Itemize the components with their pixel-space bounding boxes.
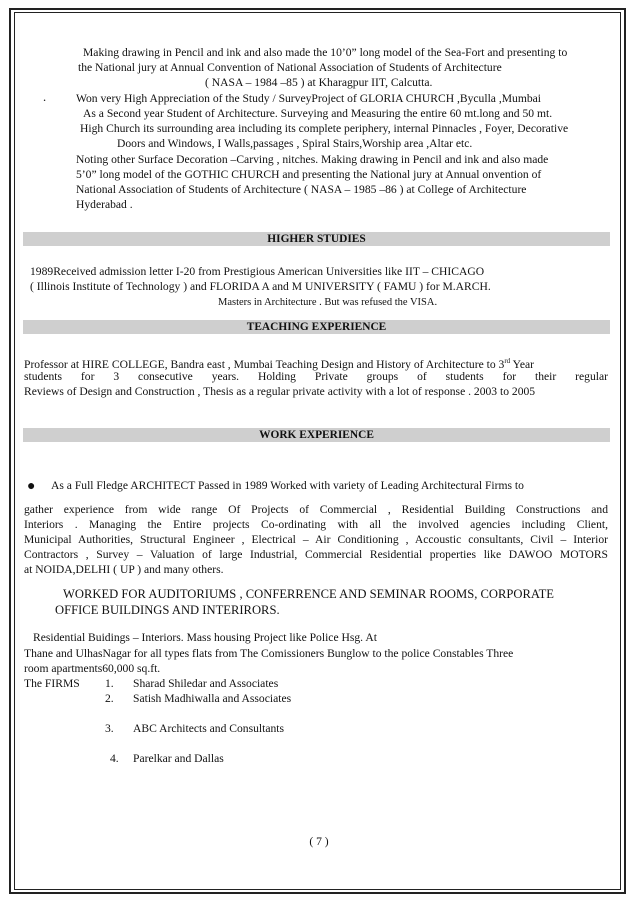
firms-label: The FIRMS (24, 677, 80, 690)
teaching-line-1-text: Professor at HIRE COLLEGE, Bandra east , Mumbai Teaching Design and History of Architecture to 3 (24, 357, 505, 371)
teaching-line-3: Reviews of Design and Construction , Thesis as a regular private activity with a lot of response . 2003 to 2005 (24, 385, 536, 398)
intro-dot: . (43, 90, 47, 104)
intro-line-11: Hyderabad . (76, 198, 133, 211)
intro-line-1: Making drawing in Pencil and ink and also made the 10’0” long model of the Sea-Fort and presenting to (83, 46, 568, 59)
work-line-2: gather experience from wide range Of Projects of Commercial , Residential Building Constructions and (24, 503, 608, 516)
intro-line-5: As a Second year Student of Architecture. Surveying and Measuring the entire 60 mt.long and 50 mt. (83, 107, 553, 120)
firm-number: 1. (105, 677, 114, 690)
residential-line-1: Residential Buidings – Interiors. Mass housing Project like Police Hsg. At (33, 631, 377, 644)
work-caps-line-2: OFFICE BUILDINGS AND INTERIRORS. (55, 603, 280, 617)
page-number: ( 7 ) (309, 835, 329, 848)
firm-number: 4. (110, 752, 119, 765)
firm-name: ABC Architects and Consultants (133, 722, 285, 735)
work-line-4: Municipal Authorities, Structural Engineer , Electrical – Air Conditioning , Accoustic consultants, Civil – Interior (24, 533, 608, 546)
work-line-5: Contractors , Survey – Valuation of large Industrial, Commercial Residential properties like DAWOO MOTORS (24, 548, 608, 561)
work-heading: WORK EXPERIENCE (259, 429, 374, 441)
higher-studies-line-3: Masters in Architecture . But was refused the VISA. (218, 297, 438, 308)
higher-studies-heading-band (23, 232, 610, 246)
work-line-3: Interiors . Managing the Entire projects Co-ordinating with all the involved agencies including Client, (24, 518, 608, 531)
intro-line-8: Noting other Surface Decoration –Carving , nitches. Making drawing in Pencil and ink and also made (76, 153, 549, 166)
intro-line-4: Won very High Appreciation of the Study / SurveyProject of GLORIA CHURCH ,Byculla ,Mumbai (76, 92, 542, 105)
higher-studies-line-1: 1989Received admission letter I-20 from Prestigious American Universities like IIT – CHICAGO (30, 265, 485, 278)
work-line-1: As a Full Fledge ARCHITECT Passed in 1989 Worked with variety of Leading Architectural Firms to (51, 479, 524, 492)
residential-line-2: Thane and UlhasNagar for all types flats from The Comissioners Bunglow to the police Constables Three (24, 647, 514, 660)
intro-line-10: National Association of Students of Architecture ( NASA – 1985 –86 ) at College of Architecture (76, 183, 527, 196)
intro-line-7: Doors and Windows, I Walls,passages , Spiral Stairs,Worship area ,Altar etc. (117, 137, 473, 150)
teaching-line-2: students for 3 consecutive years. Holding Private groups of students for their regular (24, 370, 608, 383)
firm-name: Satish Madhiwalla and Associates (133, 692, 292, 705)
teaching-line-1-sup: rd (504, 357, 511, 365)
higher-studies-heading: HIGHER STUDIES (267, 233, 366, 245)
residential-line-3: room apartments60,000 sq.ft. (24, 662, 161, 675)
work-line-6: at NOIDA,DELHI ( UP ) and many others. (24, 563, 224, 576)
intro-line-6: High Church its surrounding area including its complete periphery, internal Pinnacles , Foyer, Decorative (80, 122, 569, 135)
firm-number: 2. (105, 692, 114, 705)
firm-name: Parelkar and Dallas (133, 752, 224, 765)
intro-line-2: the National jury at Annual Convention of National Association of Students of Architecture (78, 61, 502, 74)
work-caps-line-1: WORKED FOR AUDITORIUMS , CONFERRENCE AND SEMINAR ROOMS, CORPORATE (63, 587, 554, 601)
bullet-icon: ● (27, 479, 36, 494)
intro-line-3: ( NASA – 1984 –85 ) at Kharagpur IIT, Calcutta. (205, 76, 433, 89)
teaching-heading: TEACHING EXPERIENCE (246, 321, 387, 333)
firm-number: 3. (105, 722, 114, 735)
intro-line-9: 5’0” long model of the GOTHIC CHURCH and presenting the National jury at Annual onvention of (76, 168, 542, 181)
teaching-line-1-end: Year (510, 357, 535, 371)
teaching-heading-band (23, 320, 610, 334)
work-heading-band (23, 428, 610, 442)
higher-studies-line-2: ( Illinois Institute of Technology ) and FLORIDA A and M UNIVERSITY ( FAMU ) for M.ARCH. (30, 280, 491, 293)
firm-name: Sharad Shiledar and Associates (133, 677, 279, 690)
